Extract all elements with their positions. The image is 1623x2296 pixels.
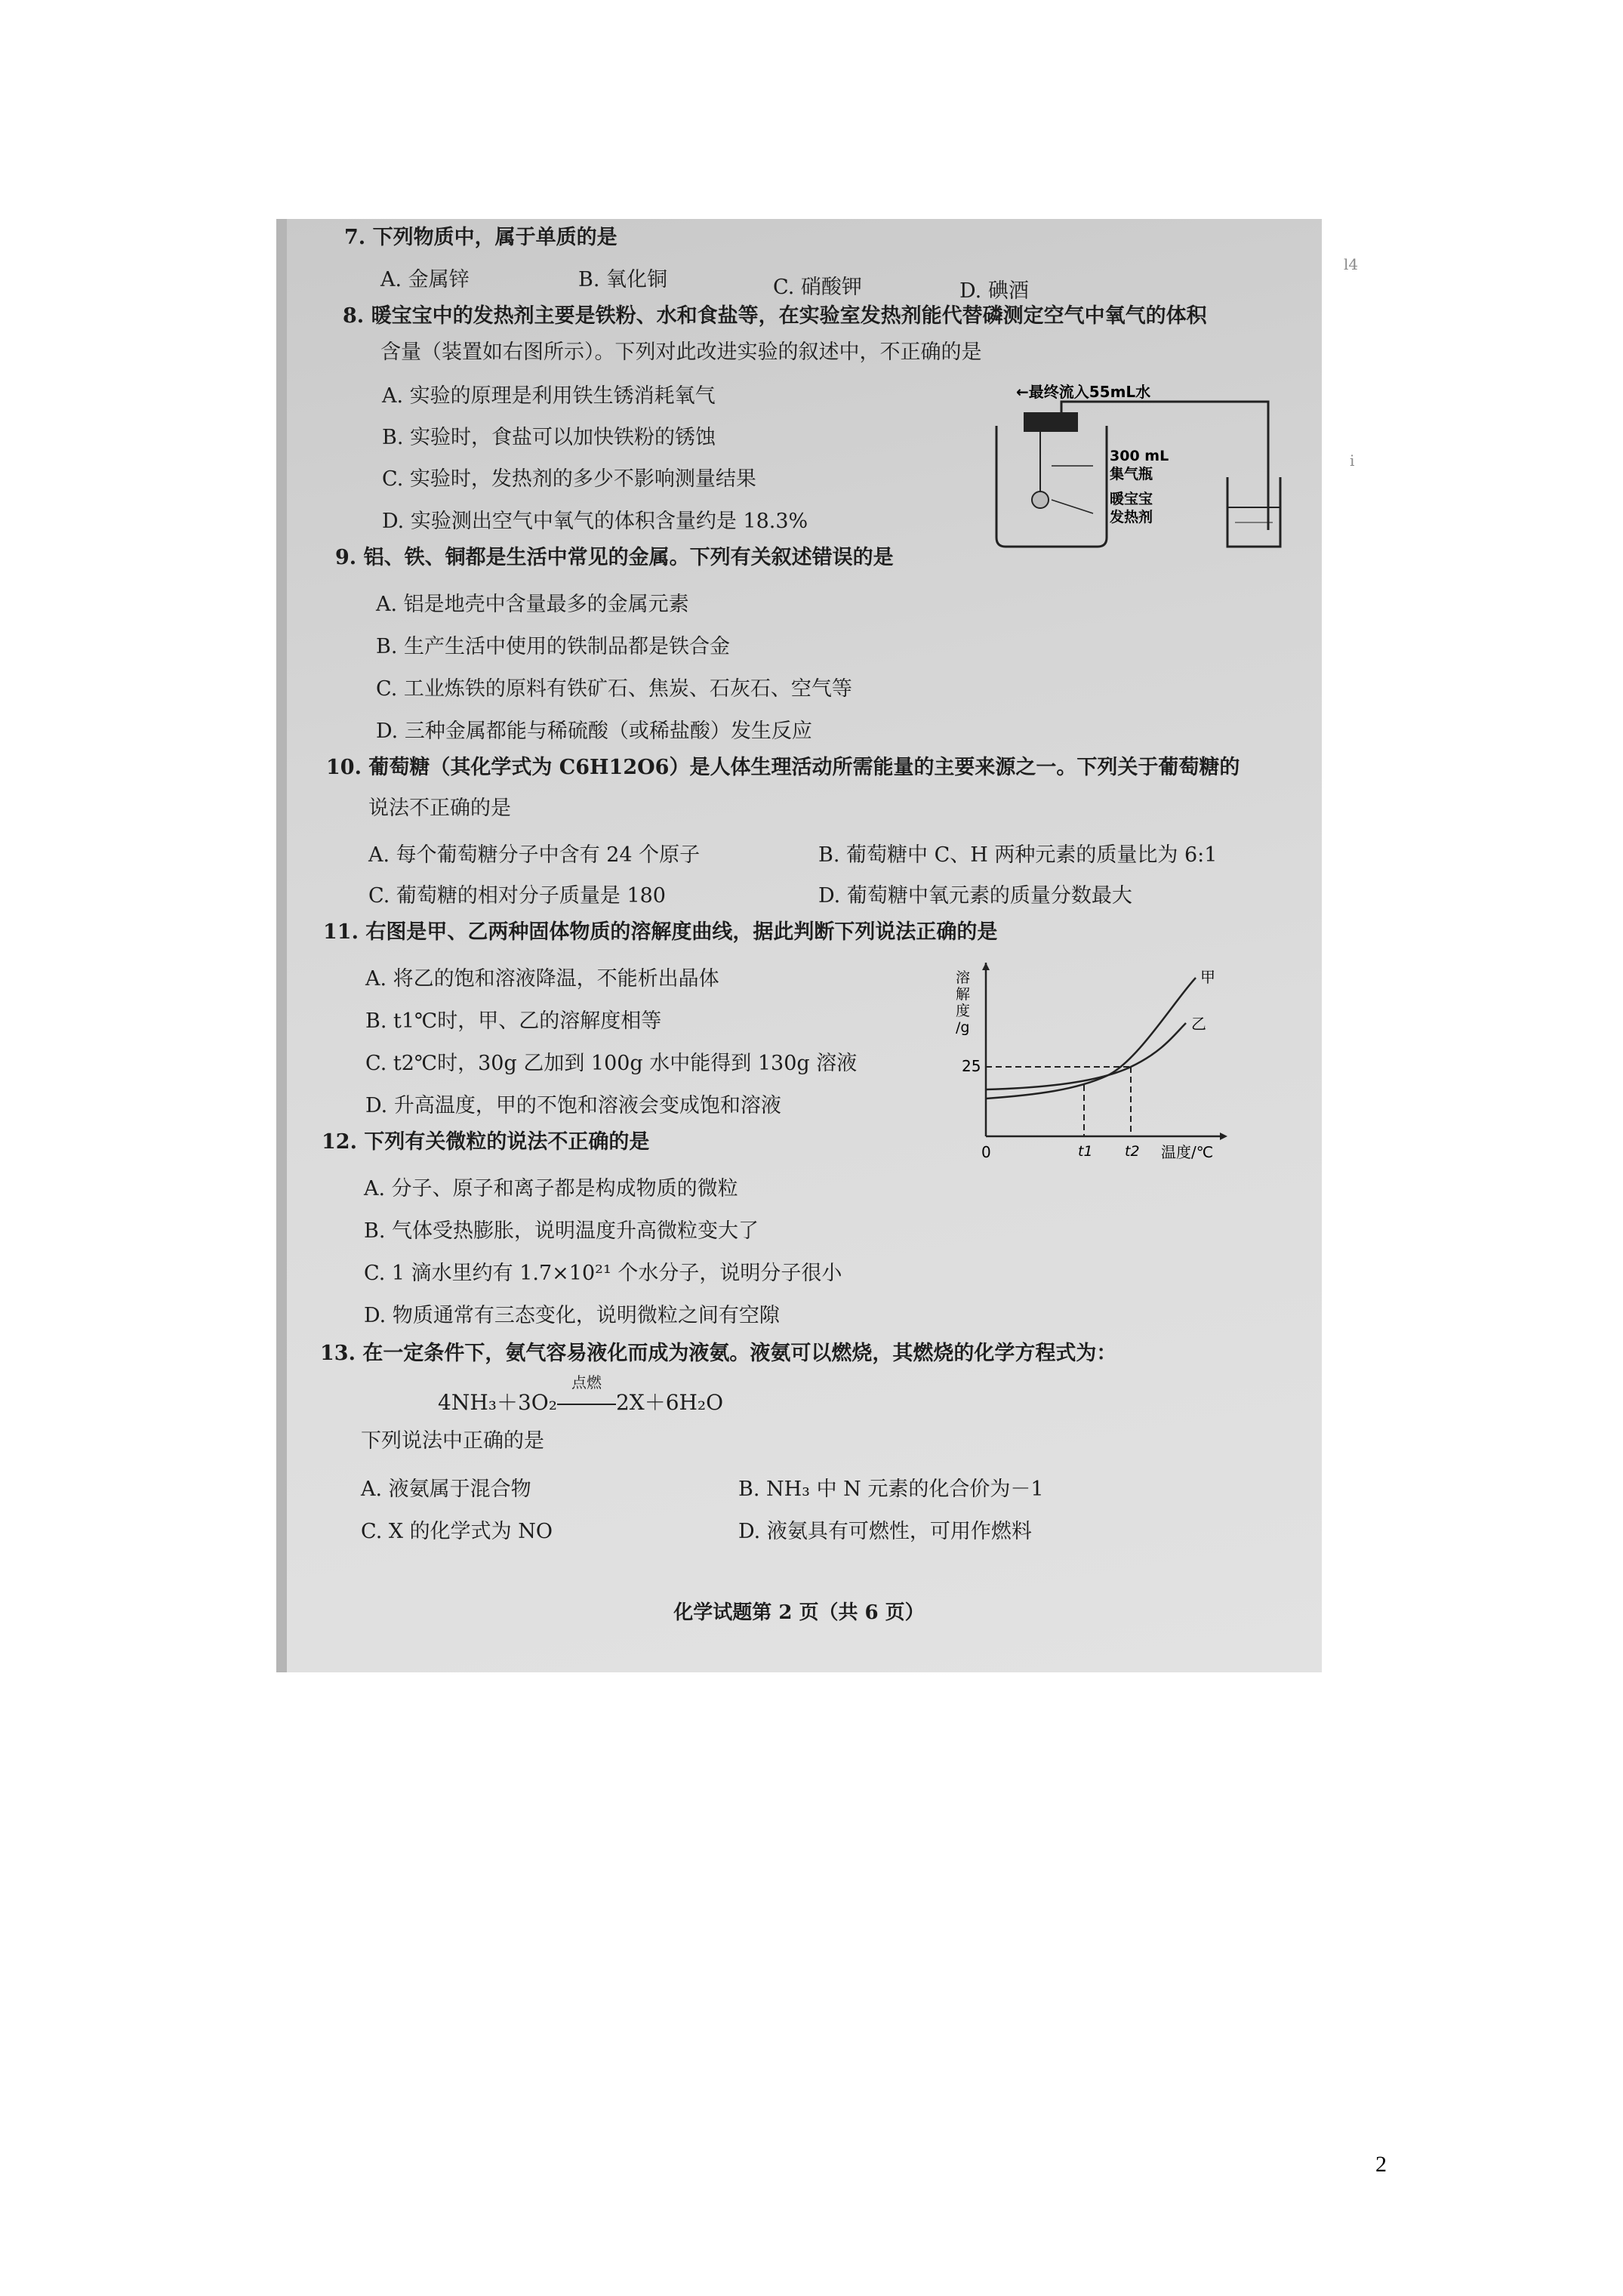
page-number: 2 (1375, 2152, 1387, 2177)
q12-option-d: D. 物质通常有三态变化，说明微粒之间有空隙 (364, 1304, 780, 1327)
q13-option-d: D. 液氨具有可燃性，可用作燃料 (738, 1520, 1032, 1543)
q10-stem-line1: 10. 葡萄糖（其化学式为 C6H12O6）是人体生理活动所需能量的主要来源之一。下列关于葡萄糖的 (326, 756, 1240, 779)
q7-option-d: D. 碘酒 (959, 279, 1029, 303)
q8-option-d: D. 实验测出空气中氧气的体积含量约是 18.3% (382, 510, 808, 533)
curve-label-yi: 乙 (1191, 1015, 1206, 1033)
q11-option-c: C. t2℃时，30g 乙加到 100g 水中能得到 130g 溶液 (365, 1052, 858, 1075)
beaker-icon (1227, 477, 1280, 547)
q9-option-a: A. 铝是地壳中含量最多的金属元素 (376, 593, 689, 616)
q13-stem: 13. 在一定条件下，氨气容易液化而成为液氨。液氨可以燃烧，其燃烧的化学方程式为： (320, 1342, 1117, 1365)
q8-option-a: A. 实验的原理是利用铁生锈消耗氧气 (382, 384, 716, 408)
curve-yi (986, 1023, 1186, 1089)
q10-option-b: B. 葡萄糖中 C、H 两种元素的质量比为 6:1 (818, 843, 1218, 867)
x-tick-t2: t2 (1125, 1143, 1140, 1159)
q11-option-d: D. 升高温度，甲的不饱和溶液会变成饱和溶液 (365, 1094, 781, 1117)
q9-stem: 9. 铝、铁、铜都是生活中常见的金属。下列有关叙述错误的是 (335, 546, 894, 569)
q8-option-c: C. 实验时，发热剂的多少不影响测量结果 (382, 467, 756, 491)
margin-mark-top: l4 (1344, 255, 1359, 273)
solubility-curve-graph (956, 963, 1227, 1159)
heating-pack-icon (1032, 492, 1049, 508)
q13-option-b: B. NH₃ 中 N 元素的化合价为－1 (738, 1478, 1044, 1501)
equation-reactants: 4NH₃＋3O₂ (438, 1390, 557, 1415)
q13-option-c: C. X 的化学式为 NO (361, 1520, 553, 1543)
x-axis-arrow-icon (1220, 1133, 1227, 1140)
q13-sub-question: 下列说法中正确的是 (361, 1429, 544, 1453)
x-axis-label: 温度/℃ (1161, 1143, 1214, 1159)
page-footer: 化学试题第 2 页（共 6 页） (673, 1601, 925, 1624)
q11-option-a: A. 将乙的饱和溶液降温，不能析出晶体 (365, 967, 719, 991)
q9-option-d: D. 三种金属都能与稀硫酸（或稀盐酸）发生反应 (376, 720, 812, 743)
q7-stem: 7. 下列物质中，属于单质的是 (344, 226, 617, 249)
q8-stem-line2: 含量（装置如右图所示）。下列对此改进实验的叙述中，不正确的是 (380, 341, 982, 364)
bottle-stopper-icon (1024, 412, 1078, 432)
q10-option-d: D. 葡萄糖中氧元素的质量分数最大 (818, 884, 1132, 908)
combustion-equation (438, 1373, 724, 1416)
q11-stem: 11. 右图是甲、乙两种固体物质的溶解度曲线，据此判断下列说法正确的是 (323, 920, 998, 944)
apparatus-volume-label: 300 mL (1110, 448, 1169, 464)
q8-option-b: B. 实验时，食盐可以加快铁粉的锈蚀 (382, 426, 716, 449)
y-axis-label-char3: 度 (956, 1003, 971, 1019)
curve-jia (986, 978, 1196, 1099)
q12-option-b: B. 气体受热膨胀，说明温度升高微粒变大了 (364, 1219, 759, 1243)
y-axis-arrow-icon (982, 963, 990, 970)
q10-option-c: C. 葡萄糖的相对分子质量是 180 (368, 884, 666, 908)
q9-option-b: B. 生产生活中使用的铁制品都是铁合金 (376, 635, 731, 658)
q8-stem-line1: 8. 暖宝宝中的发热剂主要是铁粉、水和食盐等，在实验室发热剂能代替磷测定空气中氧气的体积 (343, 304, 1207, 328)
q12-option-c: C. 1 滴水里约有 1.7×10²¹ 个水分子，说明分子很小 (364, 1262, 842, 1285)
gas-collection-bottle-icon (996, 426, 1107, 547)
q10-stem-line2: 说法不正确的是 (368, 797, 511, 820)
y-axis-label-char1: 溶 (956, 969, 971, 986)
curve-label-jia: 甲 (1200, 968, 1215, 986)
scan-shadow-edge (276, 219, 287, 1672)
margin-mark-middle: i (1350, 451, 1355, 470)
origin-label: 0 (981, 1143, 991, 1159)
q7-option-b: B. 氧化铜 (578, 268, 668, 291)
equation-arrow (557, 1373, 616, 1415)
apparatus-agent-label-1: 暖宝宝 (1110, 491, 1153, 507)
apparatus-agent-label-2: 发热剂 (1110, 509, 1153, 525)
q7-option-a: A. 金属锌 (380, 268, 470, 291)
apparatus-arrow-label: ←最终流入55mL水 (1016, 383, 1151, 401)
y-axis-label-char2: 解 (956, 986, 971, 1003)
apparatus-bottle-label: 集气瓶 (1110, 466, 1153, 482)
q12-option-a: A. 分子、原子和离子都是构成物质的微粒 (364, 1177, 738, 1200)
equation-products: 2X＋6H₂O (615, 1390, 724, 1415)
scanned-exam-sheet (276, 219, 1322, 1672)
q11-option-b: B. t1℃时，甲、乙的溶解度相等 (365, 1009, 662, 1033)
q12-stem: 12. 下列有关微粒的说法不正确的是 (322, 1130, 650, 1154)
equation-condition: 点燃 (571, 1373, 602, 1391)
y-tick-25: 25 (962, 1057, 981, 1075)
q7-option-c: C. 硝酸钾 (773, 276, 862, 299)
y-axis-label-char4: /g (956, 1019, 970, 1036)
q10-option-a: A. 每个葡萄糖分子中含有 24 个原子 (368, 843, 701, 867)
q13-option-a: A. 液氨属于混合物 (361, 1478, 531, 1501)
x-tick-t1: t1 (1078, 1143, 1093, 1159)
oxygen-measurement-apparatus-figure (980, 379, 1297, 553)
q9-option-c: C. 工业炼铁的原料有铁矿石、焦炭、石灰石、空气等 (376, 677, 852, 701)
